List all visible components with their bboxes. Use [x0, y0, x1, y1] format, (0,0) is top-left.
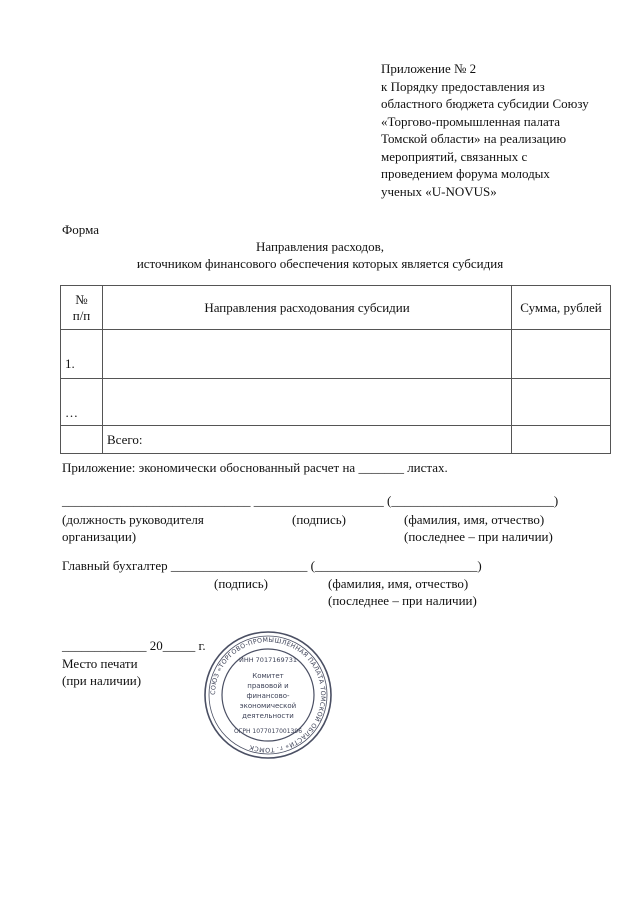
- seal-place-caption: Место печати: [62, 656, 138, 671]
- attachment-line: Приложение: экономически обоснованный расчет на _______ листах.: [62, 460, 448, 475]
- date-line: _____________ 20_____ г.: [62, 638, 206, 653]
- sign-caption: (подпись): [292, 512, 346, 527]
- header-number-sign: №: [75, 291, 88, 307]
- document-title-line1: Направления расходов,: [255, 239, 385, 254]
- header-number-abbr: п/п: [72, 307, 91, 323]
- stamp-ring-text: СОЮЗ «ТОРГОВО-ПРОМЫШЛЕННАЯ ПАЛАТА ТОМСКОЙ ОБЛАСТИ» г. ТОМСК: [209, 636, 327, 754]
- name-caption: (фамилия, имя, отчество): [404, 512, 545, 527]
- name-caption-2: (последнее – при наличии): [404, 529, 553, 544]
- accountant-name-caption: (фамилия, имя, отчество): [328, 576, 469, 591]
- appendix-header: [381, 60, 631, 200]
- stamp-center-line: деятельности: [242, 712, 294, 720]
- head-signature-line: _____________________________ ____________________ (_________________________): [62, 493, 559, 508]
- appendix-line: Приложение № 2: [381, 61, 477, 76]
- table-total-row: [61, 426, 611, 454]
- stamp-center-line: правовой и: [247, 682, 289, 690]
- document-title-line2: источником финансового обеспечения которых является субсидия: [136, 256, 504, 271]
- header-sum: Сумма, рублей: [512, 286, 611, 330]
- appendix-line: Томской области» на реализацию: [381, 131, 567, 146]
- seal-place-caption-2: (при наличии): [62, 673, 142, 688]
- appendix-line: ученых «U-NOVUS»: [381, 183, 497, 199]
- table-header-row: [61, 286, 611, 330]
- form-label: Форма: [62, 222, 99, 237]
- appendix-line: мероприятий, связанных с: [381, 148, 528, 164]
- position-caption: (должность руководителя: [62, 512, 204, 527]
- official-stamp: [203, 630, 333, 760]
- row-direction[interactable]: [103, 330, 512, 379]
- table-row: [61, 330, 611, 379]
- accountant-sign-caption: (подпись): [214, 576, 268, 591]
- stamp-center-line: Комитет: [252, 672, 284, 680]
- accountant-name-caption-2: (последнее – при наличии): [328, 593, 477, 608]
- appendix-line: «Торгово-промышленная палата: [381, 113, 561, 129]
- total-label: Всего:: [103, 426, 512, 454]
- expenses-table: [60, 285, 611, 454]
- header-number: [61, 286, 103, 330]
- total-sum[interactable]: [512, 426, 611, 454]
- position-caption-2: организации): [62, 529, 137, 544]
- stamp-ogrn: ОГРН 1077017001396: [233, 728, 303, 735]
- row-number: …: [61, 379, 103, 426]
- row-sum[interactable]: [512, 379, 611, 426]
- total-empty-cell: [61, 426, 103, 454]
- stamp-center-line: финансово-: [246, 692, 290, 700]
- stamp-center-line: экономической: [239, 702, 297, 710]
- stamp-inn: ИНН 7017169731: [238, 656, 298, 664]
- appendix-line: областного бюджета субсидии Союзу: [381, 96, 589, 111]
- appendix-line: к Порядку предоставления из: [381, 78, 545, 94]
- accountant-signature-line: Главный бухгалтер _____________________ (_________________________): [62, 558, 482, 573]
- row-sum[interactable]: [512, 330, 611, 379]
- row-number: 1.: [61, 330, 103, 379]
- appendix-line: проведением форума молодых: [381, 166, 550, 181]
- header-direction: Направления расходования субсидии: [103, 286, 512, 330]
- row-direction[interactable]: [103, 379, 512, 426]
- table-row: [61, 379, 611, 426]
